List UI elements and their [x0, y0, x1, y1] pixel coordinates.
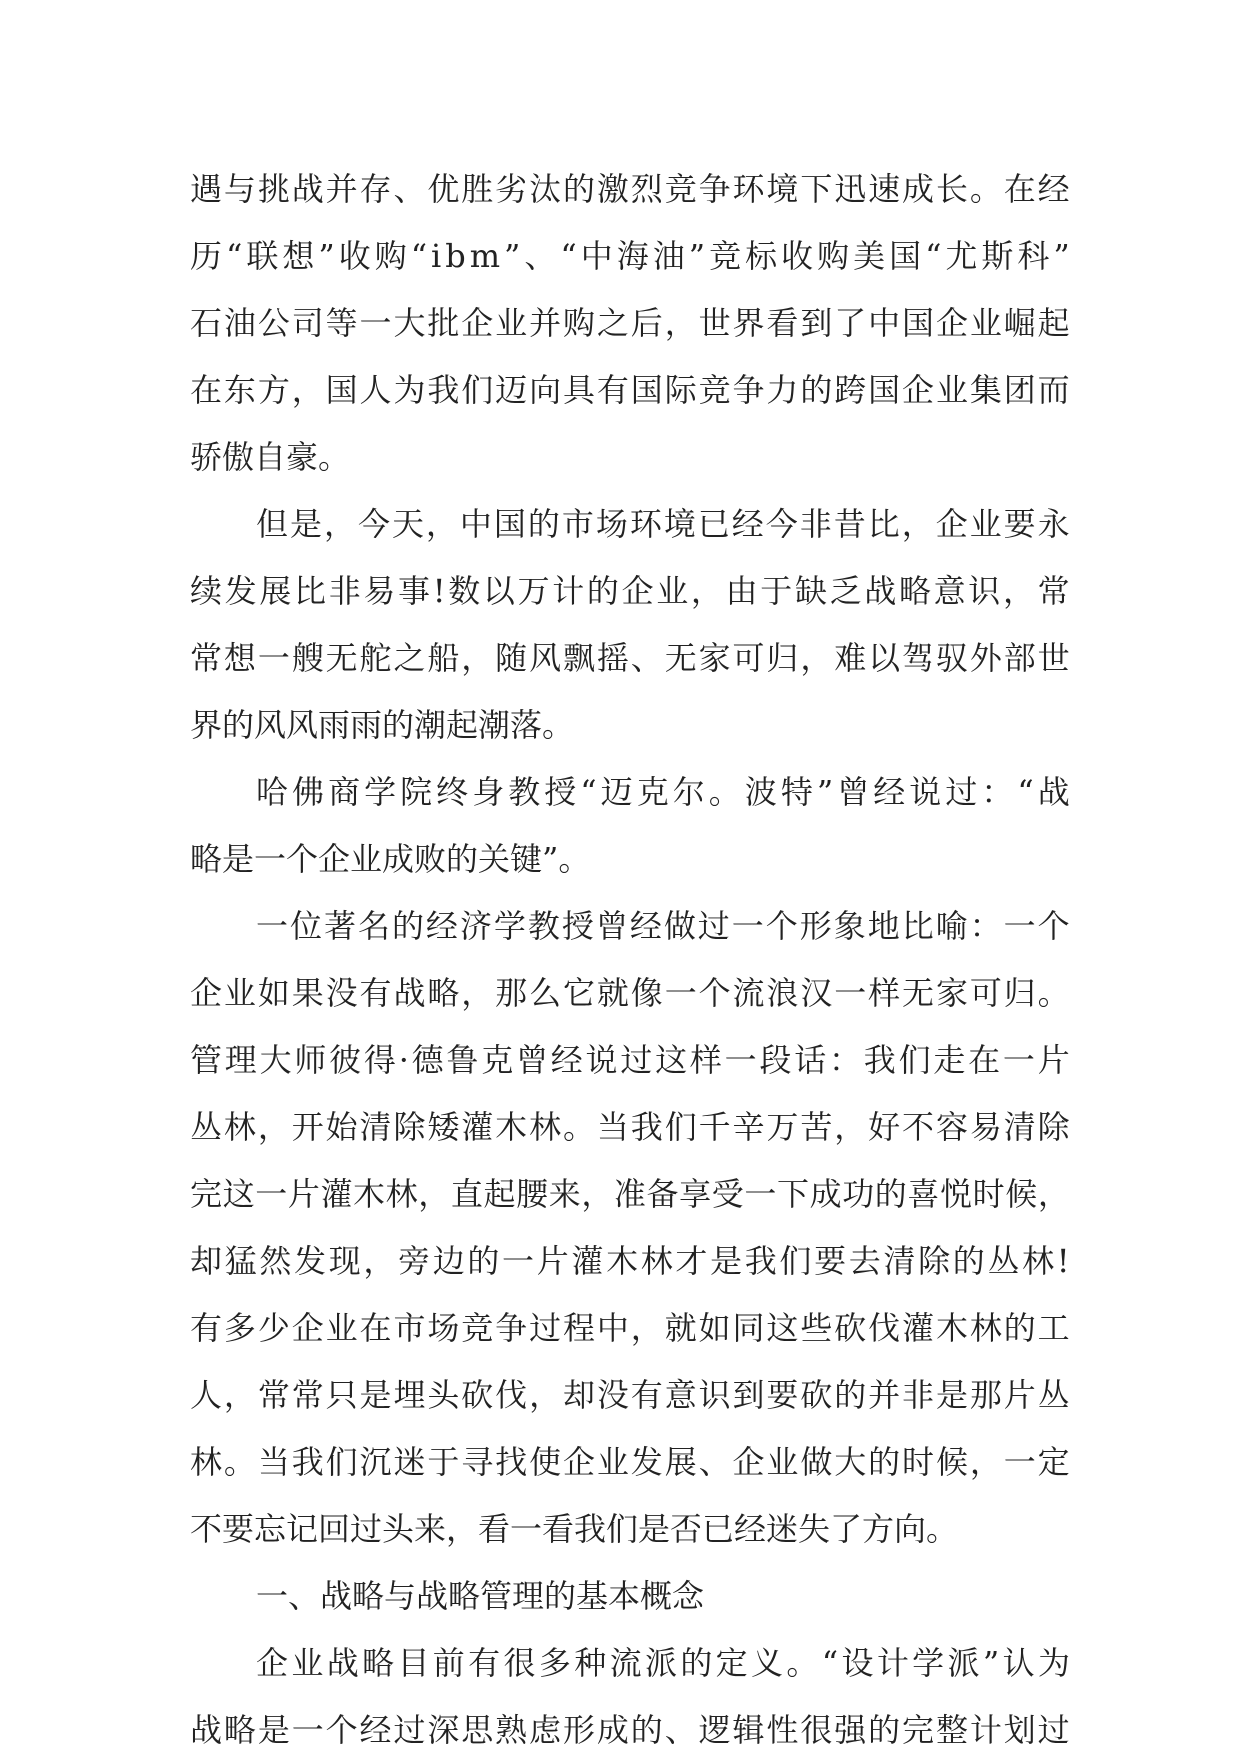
text-line: 完 这 一 片 灌 木 林 ， 直 起 腰 来 ， 准 备 享 受 一 下 成 功 的 喜 悦 时 候 ， — [190, 1175, 1070, 1213]
body-text — [190, 156, 1070, 1764]
text-line: 却 猛 然 发 现 ， 旁 边 的 一 片 灌 木 林 才 是 我 们 要 去 清 除 的 丛 林 ! — [190, 1242, 1070, 1280]
text-line: 管 理 大 师 彼 得 · 德 鲁 克 曾 经 说 过 这 样 一 段 话 ： 我 们 走 在 一 片 — [190, 1041, 1070, 1079]
text-line: 骄傲自豪。 — [190, 438, 351, 476]
text-line: 丛 林 ， 开 始 清 除 矮 灌 木 林 。 当 我 们 千 辛 万 苦 ， 好 不 容 易 清 除 — [190, 1108, 1070, 1146]
text-line: 常 想 一 艘 无 舵 之 船 ， 随 风 飘 摇 、 无 家 可 归 ， 难 以 驾 驭 外 部 世 — [190, 639, 1070, 677]
text-line: 在 东 方 ， 国 人 为 我 们 迈 向 具 有 国 际 竞 争 力 的 跨 国 企 业 集 团 而 — [190, 371, 1070, 409]
text-line: 界的风风雨雨的潮起潮落。 — [190, 706, 575, 744]
text-line: 历 “ 联 想 ” 收 购 “ i b m ” 、 “ 中 海 油 ” 竞 标 收 购 美 国 “ 尤 斯 科 ” — [190, 237, 1070, 275]
text-line: 但 是 ， 今 天 ， 中 国 的 市 场 环 境 已 经 今 非 昔 比 ， 企 业 要 永 — [256, 505, 1070, 543]
text-line: 一、战略与战略管理的基本概念 — [256, 1577, 705, 1615]
text-line: 略是一个企业成败的关键”。 — [190, 840, 591, 878]
text-line: 续 发 展 比 非 易 事 ! 数 以 万 计 的 企 业 ， 由 于 缺 乏 战 略 意 识 ， 常 — [190, 572, 1070, 610]
text-line: 林 。 当 我 们 沉 迷 于 寻 找 使 企 业 发 展 、 企 业 做 大 的 时 候 ， 一 定 — [190, 1443, 1070, 1481]
text-line: 人 ， 常 常 只 是 埋 头 砍 伐 ， 却 没 有 意 识 到 要 砍 的 并 非 是 那 片 丛 — [190, 1376, 1070, 1414]
text-line: 遇 与 挑 战 并 存 、 优 胜 劣 汰 的 激 烈 竞 争 环 境 下 迅 速 成 长 。 在 经 — [190, 170, 1070, 208]
text-line: 有 多 少 企 业 在 市 场 竞 争 过 程 中 ， 就 如 同 这 些 砍 伐 灌 木 林 的 工 — [190, 1309, 1070, 1347]
text-line: 一 位 著 名 的 经 济 学 教 授 曾 经 做 过 一 个 形 象 地 比 喻 ： 一 个 — [256, 907, 1070, 945]
text-line: 哈 佛 商 学 院 终 身 教 授 “ 迈 克 尔 。 波 特 ” 曾 经 说 过 ： “ 战 — [256, 773, 1070, 811]
text-line: 不要忘记回过头来，看一看我们是否已经迷失了方向。 — [190, 1510, 959, 1548]
text-line: 石 油 公 司 等 一 大 批 企 业 并 购 之 后 ， 世 界 看 到 了 中 国 企 业 崛 起 — [190, 304, 1070, 342]
text-line: 企 业 战 略 目 前 有 很 多 种 流 派 的 定 义 。 “ 设 计 学 派 ” 认 为 — [256, 1644, 1070, 1682]
text-line: 战 略 是 一 个 经 过 深 思 熟 虑 形 成 的 、 逻 辑 性 很 强 的 完 整 计 划 过 — [190, 1711, 1070, 1749]
text-line: 企 业 如 果 没 有 战 略 ， 那 么 它 就 像 一 个 流 浪 汉 一 样 无 家 可 归 。 — [190, 974, 1070, 1012]
